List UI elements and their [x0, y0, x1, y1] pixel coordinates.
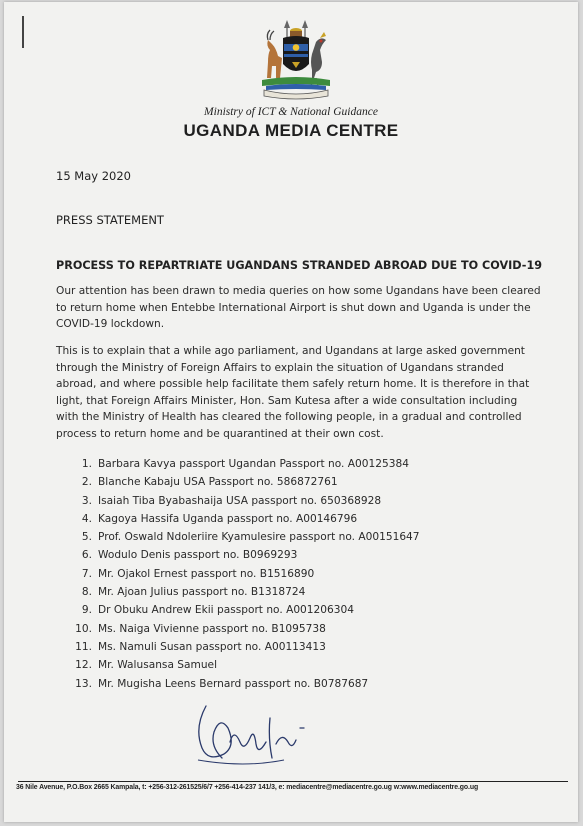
list-number: 13. — [75, 677, 92, 690]
cleared-people-list — [68, 455, 420, 693]
list-item — [68, 528, 420, 546]
list-item — [68, 455, 420, 473]
list-item — [68, 656, 420, 674]
list-number: 11. — [75, 640, 92, 653]
list-item — [68, 583, 420, 601]
list-text: Mr. Mugisha Leens Bernard passport no. B0787687 — [98, 677, 369, 690]
list-number: 4. — [81, 512, 92, 525]
list-text: Isaiah Tiba Byabashaija USA passport no. 650368928 — [98, 494, 382, 507]
list-text: Mr. Walusansa Samuel — [98, 659, 218, 672]
ministry-name: Ministry of ICT & National Guidance — [204, 106, 378, 118]
list-item — [68, 510, 420, 528]
statement-date: 15 May 2020 — [56, 169, 131, 183]
list-item — [68, 620, 420, 638]
organisation-name: UGANDA MEDIA CENTRE — [183, 121, 399, 140]
list-item — [68, 492, 420, 510]
list-text: Prof. Oswald Ndoleriire Kyamulesire passport no. A00151647 — [98, 531, 420, 544]
paragraph-intro: Our attention has been drawn to media queries on how some Ugandans have been cleared to return home when Entebbe International Airport is shut down and Uganda is under the COVID-19 lockdown. — [56, 285, 541, 331]
list-text: Mr. Ojakol Ernest passport no. B1516890 — [98, 567, 315, 580]
list-text: Dr Obuku Andrew Ekii passport no. A001206304 — [98, 604, 354, 617]
list-number: 3. — [81, 494, 92, 507]
list-text: Ms. Namuli Susan passport no. A00113413 — [98, 640, 326, 653]
list-number: 5. — [81, 531, 92, 544]
list-item — [68, 546, 420, 564]
footer-rule — [18, 781, 568, 782]
list-text: Blanche Kabaju USA Passport no. 586872761 — [98, 476, 338, 489]
list-number: 9. — [81, 604, 92, 617]
list-text: Wodulo Denis passport no. B0969293 — [98, 549, 298, 562]
list-item — [68, 565, 420, 583]
list-item — [68, 473, 420, 491]
list-text: Barbara Kavya passport Ugandan Passport no. A00125384 — [98, 458, 409, 470]
list-number: 1. — [81, 458, 92, 470]
list-number: 12. — [75, 659, 92, 672]
list-item — [68, 675, 420, 693]
press-statement-label: PRESS STATEMENT — [56, 213, 164, 227]
paragraph-explanation: This is to explain that a while ago parliament, and Ugandans at large asked government through the Ministry of Foreign Affairs to explain the situation of Ugandans stranded abroad, and where possible help facilitate them safely return home. It is therefore in that light, that Foreign Affairs Minister, Hon. Sam Kutesa after a wide consultation including with the Ministry of Health has cleared the following people, in a gradual and controlled process to return home and be quarantined at their own cost. — [56, 345, 530, 440]
press-statement-page — [4, 2, 578, 822]
statement-heading: PROCESS TO REPARTRIATE UGANDANS STRANDED ABROAD DUE TO COVID-19 — [56, 259, 543, 272]
list-number: 8. — [81, 586, 92, 599]
pen-mark — [22, 16, 24, 48]
handwritten-signature — [184, 698, 334, 774]
list-number: 2. — [81, 476, 92, 489]
list-number: 6. — [81, 549, 92, 562]
list-item — [68, 638, 420, 656]
list-number: 7. — [81, 567, 92, 580]
footer-contact: 36 Nile Avenue, P.O.Box 2665 Kampala, t: +256-312-261525/6/7 +256-414-237 141/3, e: mediacentre@mediacentre.go.ug w:www.mediacentre.go.ug — [16, 784, 479, 791]
list-text: Mr. Ajoan Julius passport no. B1318724 — [98, 586, 306, 599]
list-item — [68, 601, 420, 619]
list-number: 10. — [75, 622, 92, 635]
uganda-coat-of-arms-icon — [256, 20, 336, 102]
list-text: Kagoya Hassifa Uganda passport no. A00146796 — [98, 512, 358, 525]
list-text: Ms. Naiga Vivienne passport no. B1095738 — [98, 622, 326, 635]
